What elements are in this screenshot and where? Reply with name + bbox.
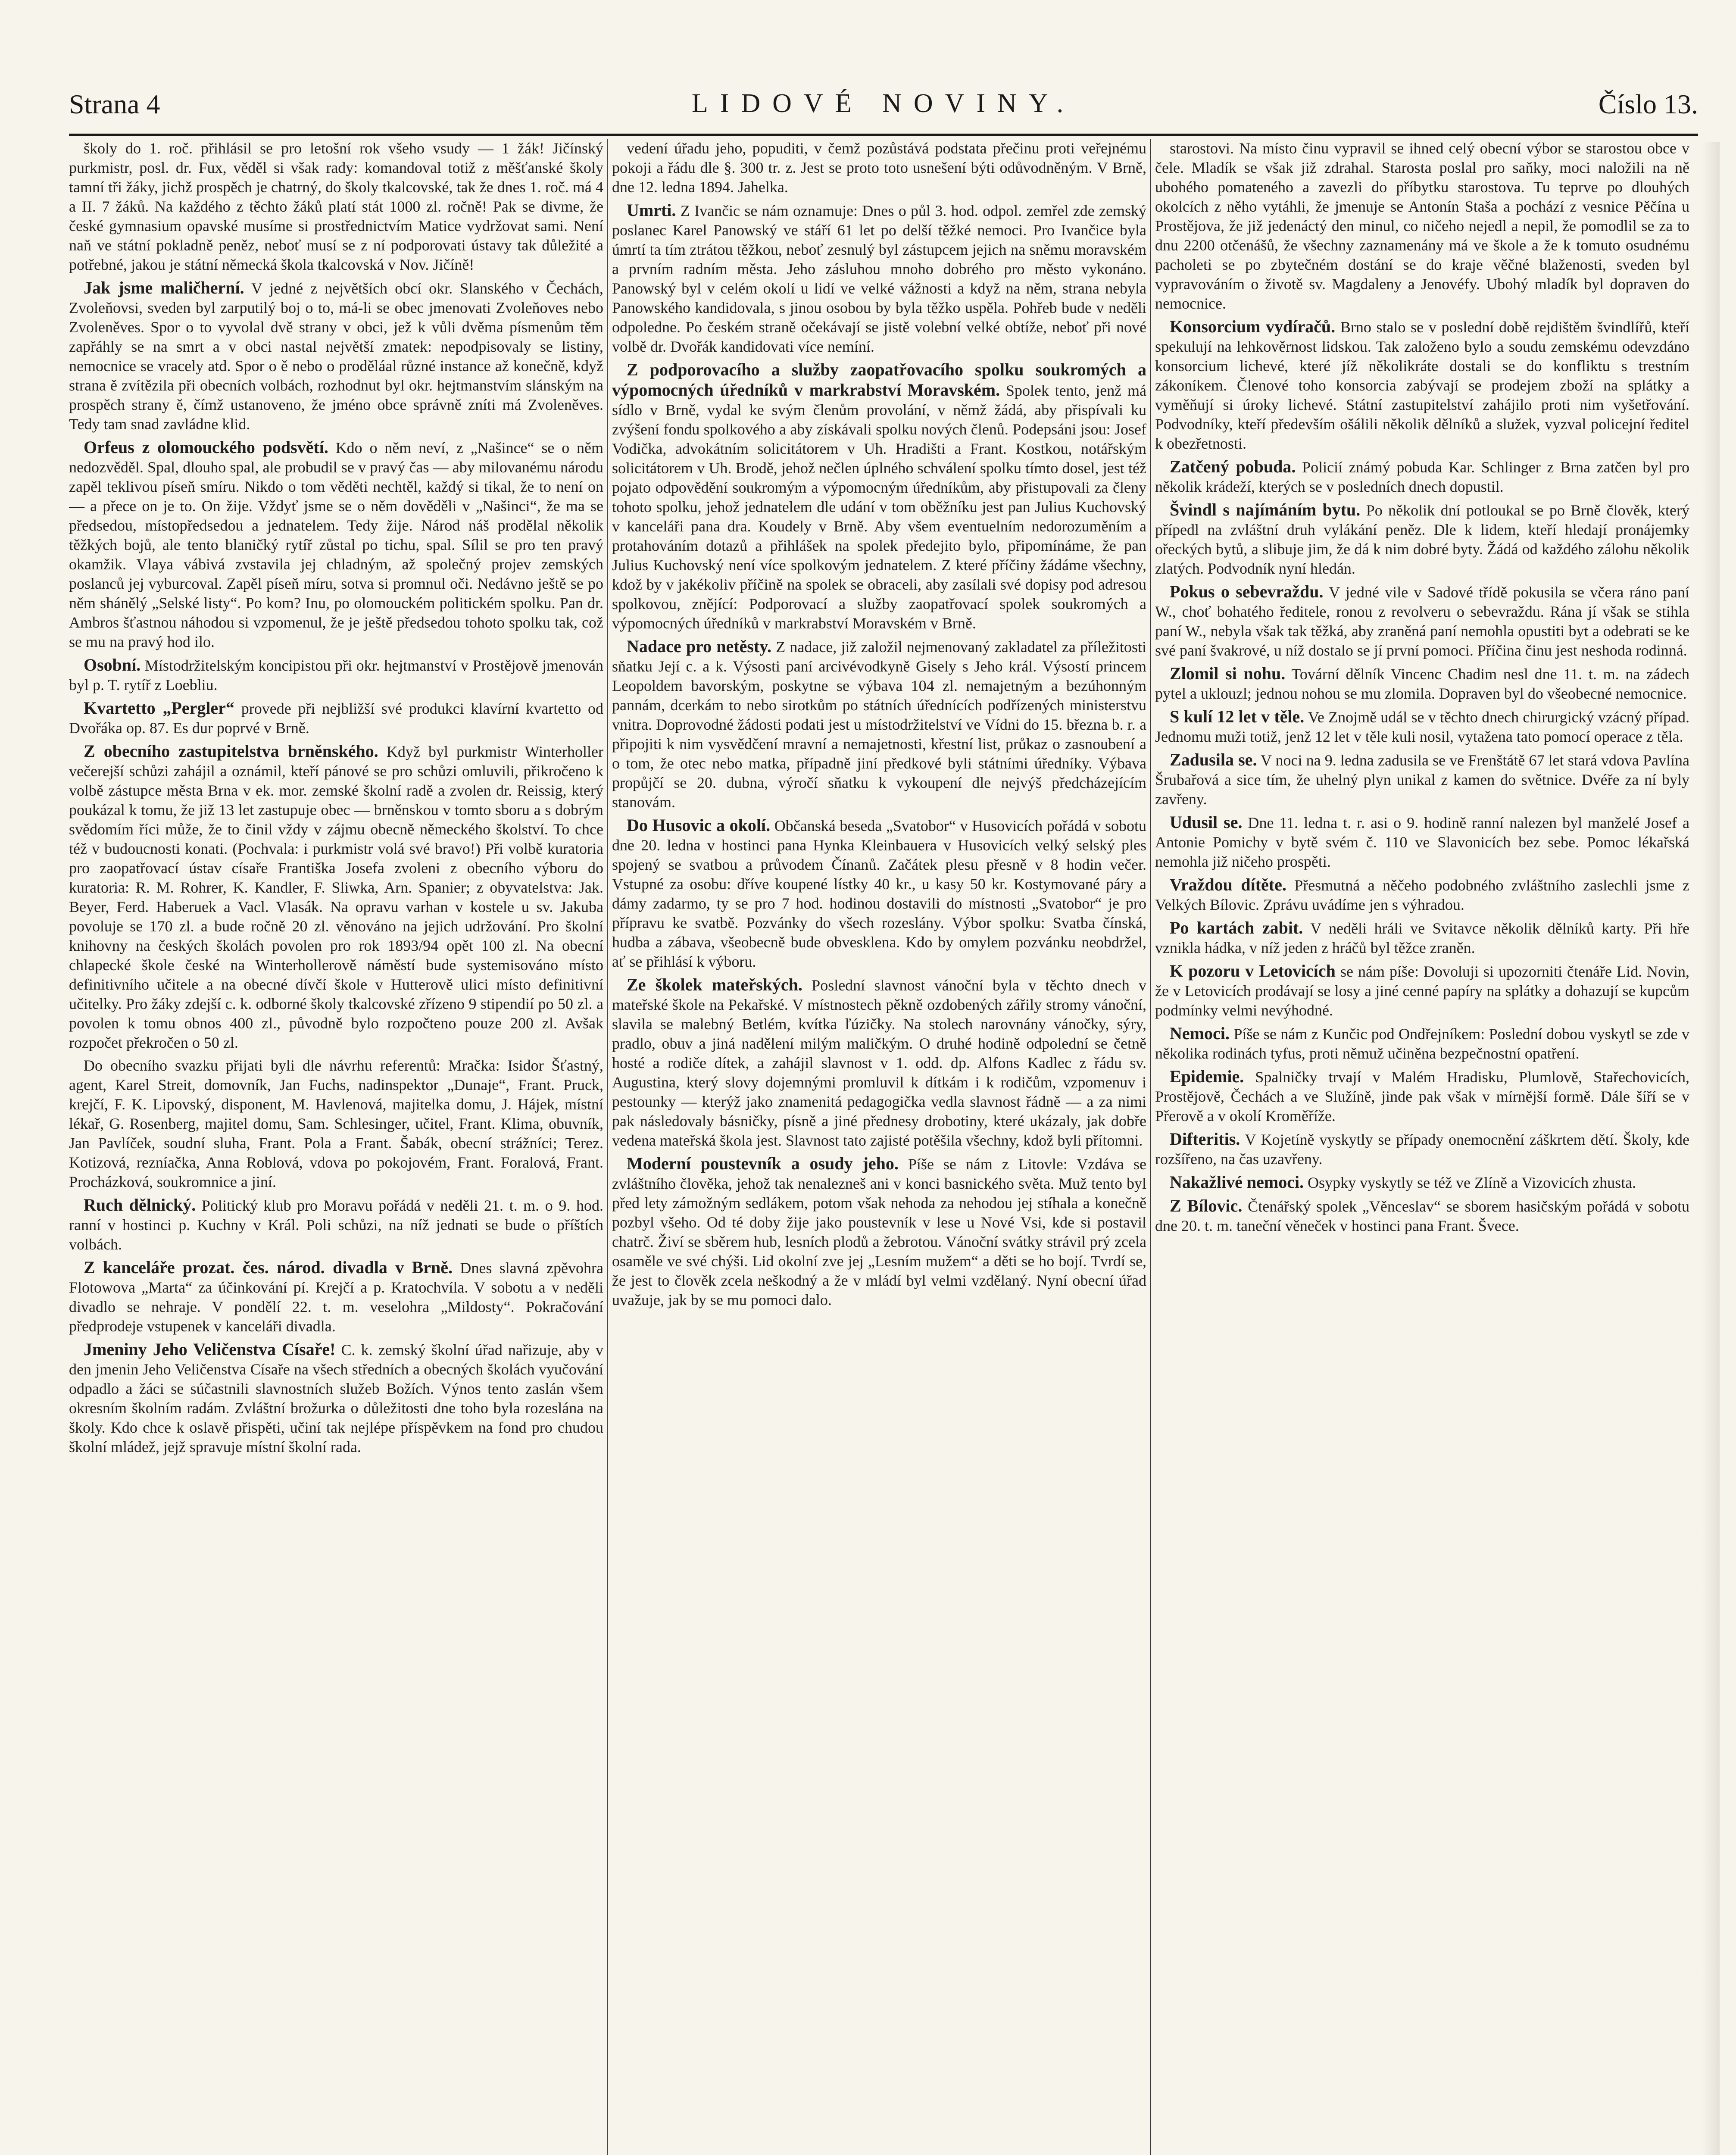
- article-body: Ve Znojmě udál se v těchto dnech chirurgický vzácný případ. Jednomu muži totiž, jenž 12 let v těle kuli nosil, vytažena tato pomocí operace z těla.: [1155, 709, 1689, 745]
- article-headline: K pozoru v Letovicích: [1170, 961, 1336, 981]
- article-paragraph: [1155, 1129, 1689, 1169]
- article-headline: Zatčený pobuda.: [1170, 457, 1296, 476]
- page-number: Strana 4: [69, 89, 160, 119]
- article-headline: Zlomil si nohu.: [1170, 664, 1286, 683]
- article-headline: Orfeus z olomouckého podsvětí.: [84, 437, 328, 457]
- article-paragraph: [612, 200, 1146, 356]
- article-headline: Z kanceláře prozat. čes. národ. divadla v Brně.: [84, 1258, 453, 1277]
- article-body: Píše se nám z Litovle: Vzdáva se zvláštního člověka, jehož tak nenalezneš ani v konci basnického světa. Muž tento byl před lety zámožným sedlákem, potom však nehoda za nehodou jej stíhala a konečně pozbyl všeho. Od té doby žije jako poustevník v lese u Nové Vsi, kde si postavil chatrč. Živí se sběrem hub, lesních plodů a žebrotou. Vánoční svátky strávil prý zcela osaměle ve své chýši. Lid okolní zve jej „Lesním mužem“ a děti se ho bojí. Tvrdí se, že jest to člověk zcela neškodný a že v mládí byl velmi vzdělaný. Nyní obecní úřad uvažuje, jak by se mu pomoci dalo.: [612, 1156, 1146, 1309]
- article-headline: Konsorcium vydíračů.: [1170, 317, 1336, 336]
- article-headline: Z podporovacího a služby zaopatřovacího spolku soukromých a výpomocných úředníků v markrabství Moravském.: [612, 360, 1146, 400]
- article-headline: Epidemie.: [1170, 1067, 1244, 1086]
- column-divider: [1150, 139, 1151, 2155]
- article-headline: Vraždou dítěte.: [1170, 875, 1286, 894]
- article-body: Kdo o něm neví, z „Našince“ se o něm nedozvěděl. Spal, dlouho spal, ale probudil se v pravý čas — aby milovanému národu zapěl teklivou píseň smíru. Nikdo o tom věděti nechtěl, každý si tikal, že to není on — a přece on je to. On žije. Vždyť jsme se o něm dověděli v „Našinci“, že ma se předsedou, místopředsedou a jednatelem. Tedy žije. Národ náš prodělal několik těžkých bojů, ale tento blaničký rytíř zůstal po tichu, spal. Sílil se pro ten pravý okamžik. Vlaya vábivá zvstavila jej chladným, až společný projev zemských poslanců jej vyburcoval. Zapěl píseň míru, sotva si promnul oči. Nedávno ještě se po něm shánělý „Selské listy“. Po kom? Inu, po olomouckém politickém spolku. Pan dr. Ambros šťastnou náhodou si vzpomenul, že je ještě předsedou tohoto spolku tak, což se mu na pravý hod ilo.: [69, 439, 603, 650]
- article-paragraph: [1155, 918, 1689, 958]
- article-body: Politický klub pro Moravu pořádá v neděli 21. t. m. o 9. hod. ranní v hostinci p. Kuchny v Král. Poli schůzi, na níž jednati se bude o příštích volbách.: [69, 1197, 603, 1253]
- article-paragraph: [69, 698, 603, 738]
- article-headline: Ruch dělnický.: [84, 1195, 196, 1215]
- article-body: Do obecního svazku přijati byli dle návrhu referentů: Mračka: Isidor Šťastný, agent, Karel Streit, domovník, Jan Fuchs, nadinspektor „Dunaje“, Frant. Pruck, krejčí, F. K. Lipovský, disponent, M. Havlenová, majitelka domu, J. Hájek, místní lékař, G. Rosenberg, majitel domu, Sam. Schlesinger, učitel, Frant. Klima, obuvník, Jan Pavlíček, soudní sluha, Frant. Pola a Frant. Šabák, obecní strážníci; Terez. Kotizová, rezníačka, Anna Roblová, vdova po pokojovém, Frant. Foralová, Frant. Procházková, soukromnice a jiní.: [69, 1057, 603, 1190]
- article-body: školy do 1. roč. přihlásil se pro letošní rok všeho vsudy — 1 žák! Jičínský purkmistr, posl. dr. Fux, věděl si však rady: komandoval totiž z měšťanské školy tamní tři žáky, jichž prospěch je chatrný, do školy tkalcovské, tak že dnes 1. roč. má 4 a II. 7 žáků. Na každého z těchto žáků platí stát 1000 zl. ročně! Pak se divme, že české gymnasium opavské musíme si prostřednictvím Matice vydržovat sami. Není naň ve státní pokladně peněz, neboť musí se z ní podporovati ústavy tak důležité a potřebné, jakou je státní německá škola tkalcovská v Nov. Jičíně!: [69, 140, 603, 273]
- article-paragraph: [69, 437, 603, 652]
- column-left: [69, 139, 603, 2155]
- article-body: Občanská beseda „Svatobor“ v Husovicích pořádá v sobotu dne 20. ledna v hostinci pana Hynka Kleinbauera v Husovicích velký selský ples spojený se svatbou a průvodem Čínanů. Začátek plesu přesně v 8 hodin večer. Vstupné za osobu: dříve koupené lístky 40 kr., u kasy 50 kr. Kostymované páry a dámy zadarmo, ty se pro 7 hod. hodinou dostavili do místnosti „Svatobor“ je pro přípravu ke svatbě. Pozvánky do všech rozeslány. Výbor spolku: Svatba čínská, hudba a zábava, všeobecně bude obvesklena. Kdo by omylem pozvánku neobdržel, ať se přihlásí k výboru.: [612, 817, 1146, 970]
- article-body: Z Ivančic se nám oznamuje: Dnes o půl 3. hod. odpol. zemřel zde zemský poslanec Karel Panowský ve stáří 61 let po delší těžké nemoci. Pro Ivančice byla úmrtí ta tím ztrátou těžkou, neboť zesnulý byl zástupcem jejich na sněmu moravském a prvním radním města. Jeho zásluhou mnoho dobrého pro město vykonáno. Panowský byl v celém okolí u lidí ve velké vážnosti a když na něm, strana nebyla Panowského kandidovala, s jinou osobou by byla těžko uspěla. Pohřeb bude v neděli odpoledne. Po českém straně očekávají se jistě volební velké obtíže, neboť při nové volbě dr. Dvořák kandidovati více nemíní.: [612, 202, 1146, 355]
- article-paragraph: [1155, 457, 1689, 497]
- article-body: V jedné vile v Sadové třídě pokusila se včera ráno paní W., choť bohatého ředitele, ronou z revolveru o sebevraždu. Rána jí však se stihla paní W., nebyla však tak těžká, aby zraněná paní nemohla opustiti byt a odebrati se ke své paní švakrové, u níž dostalo se jí první pomoci. Příčina činu jest neshoda rodinná.: [1155, 584, 1689, 659]
- column-middle: [612, 139, 1146, 2155]
- article-paragraph: [1155, 1196, 1689, 1236]
- column-right: [1155, 139, 1689, 2155]
- article-body: vedení úřadu jeho, popuditi, v čemž pozůstává podstata přečinu proti veřejnému pokoji a řádu dle §. 300 tr. z. Jest se proto toto usnešení býti odůvodněným. V Brně, dne 12. ledna 1894. Jahelka.: [612, 140, 1146, 196]
- article-paragraph: [69, 1340, 603, 1457]
- article-headline: Jak jsme maličherní.: [84, 278, 244, 297]
- article-headline: Osobní.: [84, 655, 141, 675]
- article-paragraph: [1155, 1024, 1689, 1063]
- header-rule: [69, 134, 1698, 136]
- article-paragraph: [69, 278, 603, 434]
- article-paragraph: [612, 815, 1146, 971]
- article-headline: Nadace pro netěsty.: [627, 637, 772, 656]
- article-paragraph: [1155, 664, 1689, 703]
- article-paragraph: [1155, 500, 1689, 578]
- article-body: provede při nejbližší své produkci klavírní kvartetto od Dvořáka op. 87. Es dur poprvé v Brně.: [69, 700, 603, 737]
- article-paragraph: [612, 139, 1146, 197]
- article-paragraph: [69, 741, 603, 1053]
- article-paragraph: [1155, 317, 1689, 453]
- article-paragraph: [1155, 707, 1689, 746]
- article-headline: Z obecního zastupitelstva brněnského.: [84, 741, 378, 761]
- article-paragraph: [1155, 1172, 1689, 1193]
- article-body: V neděli hráli ve Svitavce několik dělníků karty. Při hře vznikla hádka, v níž jeden z hráčů byl těžce zraněn.: [1155, 920, 1689, 956]
- article-paragraph: [1155, 812, 1689, 871]
- article-body: Spolek tento, jenž má sídlo v Brně, vydal ke svým členům provolání, v němž žádá, aby přispívali ku zvýšení fondu spolkového a aby získávali spolku nových členů. Podepsáni jsou: Josef Vodička, advokátním solicitátorem v Uh. Hradišti a Frant. Kostkou, notářským solicitátorem v Uh. Brodě, jehož nečlen úplného schválení spolku tímto dosel, jest též pojato odpovědění soukromým a výpomocným úředníkům, aby přistupovali za členy tohoto spolku, jehož jednatelem dle udání v tom oběžníku jest pan Julius Kuchovský v kanceláři pana dra. Koudely v Brně. Aby všem eventuelním nedorozuměním a protahováním dotazů a přihlášek na spolek předejito bylo, připomínáme, že pan Julius Kuchovský není více spolkovým jednatelem. Z které příčiny žádáme všechny, kdož by v jakékoliv příčině na spolek se obraceli, aby zasílali své dopisy pod adresou spolkovou, znějící: Podporovací a služby zaopatřovací spolek soukromých a výpomocných úředníků v markrabství Moravském v Brně.: [612, 382, 1146, 632]
- article-headline: Moderní poustevník a osudy jeho.: [627, 1154, 899, 1173]
- article-body: Přesmutná a něčeho podobného zvláštního zaslechli jsme z Velkých Bílovic. Zprávu uvádíme jen s výhradou.: [1155, 877, 1689, 913]
- article-paragraph: [612, 1154, 1146, 1310]
- article-paragraph: [69, 655, 603, 695]
- article-paragraph: [612, 360, 1146, 633]
- masthead-title: LIDOVÉ NOVINY.: [691, 89, 1076, 118]
- article-body: Z nadace, již založil nejmenovaný zakladatel za příležitosti sňatku Její c. a k. Výsosti paní arcivévodkyně Gisely s Jeho král. Výsostí princem Leopoldem bavorským, poskytne se výbava 104 zl. nemajetným a bezúhonným pannám, dcerkám to nebo sirotkům po státních úřednících podřízených ministerstvu vnitra. Doprovodné žádosti podati jest u místodržitelství ve Vídni do 15. března b. r. a připojiti k nim vysvědčení mravní a nemajetnosti, křestní list, průkaz o zasnoubení a o tom, že otec nebo matka, případně jiní předkové byli státními úředníky. Výbava propůjčí se 20. dubna, výročí sňatku k vykoupení dle nejvýš předcházejícím stanovám.: [612, 638, 1146, 811]
- article-paragraph: [612, 637, 1146, 812]
- article-body: starostovi. Na místo činu vypravil se ihned celý obecní výbor se starostou obce v čele. Mladík se však již zdrahal. Starosta poslal pro saňky, moci naložili na ně ubohého pomateného a zavezli do příbytku starostova. Tu teprve po dlouhých okolcích z něho vytáhli, že jmenuje se Antonín Staša a pochází z vesnice Pěčína u Prostějova, že již jedenáctý den minul, co ničeho nejedl a nepil, že pomodlil se za to dnu 2200 otčenášů, že všechny zaznamenány má ve škole a že k tomuto osudnému pacholeti se po zbytečném dostání se do kraje věčné blaženosti, sveden byl vypravováním o životě sv. Magdaleny a Jenovéfy. Ubohý mladík byl dopraven do nemocnice.: [1155, 140, 1689, 312]
- article-headline: Pokus o sebevraždu.: [1170, 582, 1324, 601]
- article-body: Tovární dělník Vincenc Chadim nesl dne 11. t. m. na zádech pytel a uklouzl; jednou nohou se mu zlomila. Dopraven byl do všeobecné nemocnice.: [1155, 665, 1689, 702]
- article-paragraph: [69, 1195, 603, 1254]
- article-headline: Kvartetto „Pergler“: [84, 698, 234, 718]
- article-body: Čtenářský spolek „Věnceslav“ se sborem hasičským pořádá v sobotu dne 20. t. m. taneční věneček v hostinci pana Frant. Švece.: [1155, 1198, 1689, 1234]
- article-headline: Umrti.: [627, 200, 676, 220]
- article-body: V jedné z největších obcí okr. Slanského v Čechách, Zvoleňovsi, sveden byl zarputilý boj o to, má-li se obec jmenovati Zvoleňoves nebo Zvoleněves. Spor o to vyvolal dvě strany v obci, jež k vůli dvěma písmenům těm zapřáhly se na smrt a v obci nastal největší zmatek: nepodpisovaly se listiny, nemocnice se vracely atd. Spor o ě nebo o proděláal různé instance až konečně, když strana ě zvítězila při obecních volbách, rozhodnut byl okr. hejtmanstvím slánským na prospěch strany ě, čímž ustanoveno, že jméno obce správně zníti má Zvoleněves. Tedy tam snad zavládne klid.: [69, 280, 603, 433]
- article-paragraph: [1155, 875, 1689, 915]
- article-body: Píše se nám z Kunčic pod Ondřejníkem: Poslední dobou vyskytl se zde v několika rodinách tyfus, proti němuž učiněna bezpečnostní opatření.: [1155, 1025, 1689, 1062]
- article-body: Dnes slavná zpěvohra Flotowova „Marta“ za účinkování pí. Krejčí a p. Kratochvíla. V sobotu a v neděli divadlo se nehraje. V pondělí 22. t. m. veselohra „Mildosty“. Pokračování předprodeje vstupenek v kanceláři divadla.: [69, 1259, 603, 1335]
- article-body: Poslední slavnost vánoční byla v těchto dnech v mateřské škole na Pekařské. V místnostech pěkně ozdobených zářily stromy vánoční, slavila se malebný Betlém, kvítka ľúzičky. Na stolech narovnány vánočky, sýry, pradlo, obuv a jiná nadělení milým maličkým. O druhé hodině odpolední se četně hosté a rodiče dítek, a zahájil slavnost v 1. odd. dp. Alfons Kadlec z řádu sv. Augustina, který slovy dojemnými promluvil k dítkám i k rodičům, vzpomenuv i pestounky — kterýž jako znamenitá pedagogička vedla slavnost řádně — a za nimi pak následovaly básničky, písně a jiné přednesy drobotiny, které ukázaly, jak dobře vedena mateřská škola jest. Slavnost tato zajisté potěšila všechny, kdož byli přítomni.: [612, 977, 1146, 1149]
- article-body: Osypky vyskytly se též ve Zlíně a Vizovicích zhusta.: [1308, 1174, 1636, 1191]
- article-paragraph: [69, 1258, 603, 1336]
- article-body: C. k. zemský školní úřad nařizuje, aby v den jmenin Jeho Veličenstva Císaře na všech středních a obecných školách vyučování odpadlo a žáci se súčastnili slavnostních služeb Božích. Výnos tento zaslán všem okresním školním radám. Zvláštní brožurka o důležitosti dne toho byla rozeslána na školy. Kdo chce k oslavě přispěti, učiní tak nejlépe příspěvkem na fond pro chudou školní mládež, jejž spravuje místní školní rada.: [69, 1341, 603, 1455]
- article-body: Místodržitelským koncipistou při okr. hejtmanství v Prostějově jmenován byl p. T. rytíř z Loebliu.: [69, 657, 603, 693]
- article-body: Policií známý pobuda Kar. Schlinger z Brna zatčen byl pro několik krádeží, kterých se v posledních dnech dopustil.: [1155, 459, 1689, 495]
- article-body: Po několik dní potloukal se po Brně člověk, který přípedl na zvláštní druh vylákání peněz. Dle k lidem, kteří hledají pronájemky ořeckých bytů, a slibuje jim, že dá k nim dobré byty. Žádá od každého zálohu několik zlatých. Podvodník nyní hledán.: [1155, 502, 1689, 577]
- article-paragraph: [612, 975, 1146, 1150]
- article-headline: Jmeniny Jeho Veličenstva Císaře!: [84, 1340, 336, 1359]
- article-headline: Do Husovic a okolí.: [627, 815, 771, 835]
- article-headline: S kulí 12 let v těle.: [1170, 707, 1305, 726]
- article-paragraph: [1155, 582, 1689, 660]
- article-paragraph: [69, 1056, 603, 1192]
- article-headline: Po kartách zabit.: [1170, 918, 1303, 937]
- article-body: se nám píše: Dovoluji si upozorniti čtenáře Lid. Novin, že v Letovicích prodávají se losy a jiné cenné papíry na splátky a dohazují se kupcům podmínky velmi nevýhodné.: [1155, 963, 1689, 1019]
- column-divider: [607, 139, 608, 2155]
- article-paragraph: [1155, 750, 1689, 809]
- page-edge: [1702, 142, 1720, 2155]
- article-body: Brno stalo se v poslední době rejdištěm švindlířů, kteří spekulují na lehkověrnost lidskou. Tak založeno bylo a soudu zemskému odevzdáno konsorcium lichevé, které jíž několikráte dostali se do konfliktu s trestním zákoníkem. Členové toho konsorcia zabývají se prodejem zboží na splátky a vyměňují si úroky lichevé. Státní zastupitelství zahájilo proti nim vyšetřování. Podvodníky, kteří především ošálili několik dělníků a služek, vyzval policejní ředitel k obezřetnosti.: [1155, 319, 1689, 452]
- article-paragraph: [1155, 961, 1689, 1020]
- article-headline: Nakažlivé nemoci.: [1170, 1172, 1304, 1192]
- article-headline: Ze školek mateřských.: [627, 975, 802, 994]
- article-body: Dne 11. ledna t. r. asi o 9. hodině ranní nalezen byl manželé Josef a Antonie Pomichy v bytě svém č. 110 ve Slavonicích bez sebe. Pomoc lékařská nemohla již ničeho prospěti.: [1155, 814, 1689, 870]
- article-body: V Kojetíně vyskytly se případy onemocnění záškrtem dětí. Školy, kde rozšířeno, na čas uzavřeny.: [1155, 1131, 1689, 1168]
- article-headline: Zadusila se.: [1170, 750, 1257, 769]
- article-paragraph: [1155, 1067, 1689, 1126]
- article-paragraph: [1155, 139, 1689, 313]
- article-headline: Nemoci.: [1170, 1024, 1230, 1043]
- article-body: Spalničky trvají v Malém Hradisku, Plumlově, Stařechovicích, Prostějově, Čechách a ve Služíně, jinde pak však v mírnější formě. Dále šíří se v Přerově a v okolí Kroměříže.: [1155, 1068, 1689, 1124]
- article-body: V noci na 9. ledna zadusila se ve Frenštátě 67 let stará vdova Pavlína Šrubařová a sice tím, že uhelný plyn unikal z kamen do světnice. Dvéře za ní byly zavřeny.: [1155, 752, 1689, 808]
- issue-number: Číslo 13.: [1598, 89, 1698, 119]
- article-headline: Z Bílovic.: [1170, 1196, 1243, 1215]
- page-header: [69, 88, 1698, 136]
- article-headline: Švindl s najímáním bytu.: [1170, 500, 1361, 519]
- article-headline: Difteritis.: [1170, 1129, 1240, 1149]
- article-paragraph: [69, 139, 603, 275]
- article-body: Když byl purkmistr Winterholler večerejší schůzi zahájil a oznámil, kteří pánové se pro schůzi omluvili, přikročeno k volbě zástupce města Brna v ek. mor. zemské školní radě a zvolen dr. Reissig, který poukázal k tomu, že již 13 let zastupuje obec — brněnskou v tomto sboru a s dobrým svědomím říci může, že to činil vždy v zájmu obecně německého školství. To chce též v budoucnosti konati. (Pochvala: i purkmistr volá své bravo!) Při volbě kuratoria pro zaopatřovací ústav císaře Františka Josefa zvoleni z obecního výboru do kuratoria: R. M. Rohrer, K. Kandler, F. Sliwka, Arn. Spanier; z obyvatelstva: Jak. Beyer, Ferd. Haberuek a Vacl. Vlasák. Na opravu varhan v kostele u sv. Jakuba povoluje se 170 zl. a bude ročně 20 zl. věnováno na jejich udržování. Pro školní knihovny na českých školách povolen pro rok 1893/94 opět 100 zl. Na obecní chlapecké škole české na Winterhollerově náměstí bude systemisováno místo definitivního učitele a na obecné dívčí škole v Hutterově ulici místo definitivní učitelky. Pro žáky zdejší c. k. odborné školy tkalcovské zřízeno 9 stipendií po 50 zl. a povolen k tomu obnos 400 zl., původně bylo rozpočteno pouze 200 zl. Avšak rozpočet překročen o 50 zl.: [69, 743, 603, 1051]
- article-headline: Udusil se.: [1170, 812, 1243, 832]
